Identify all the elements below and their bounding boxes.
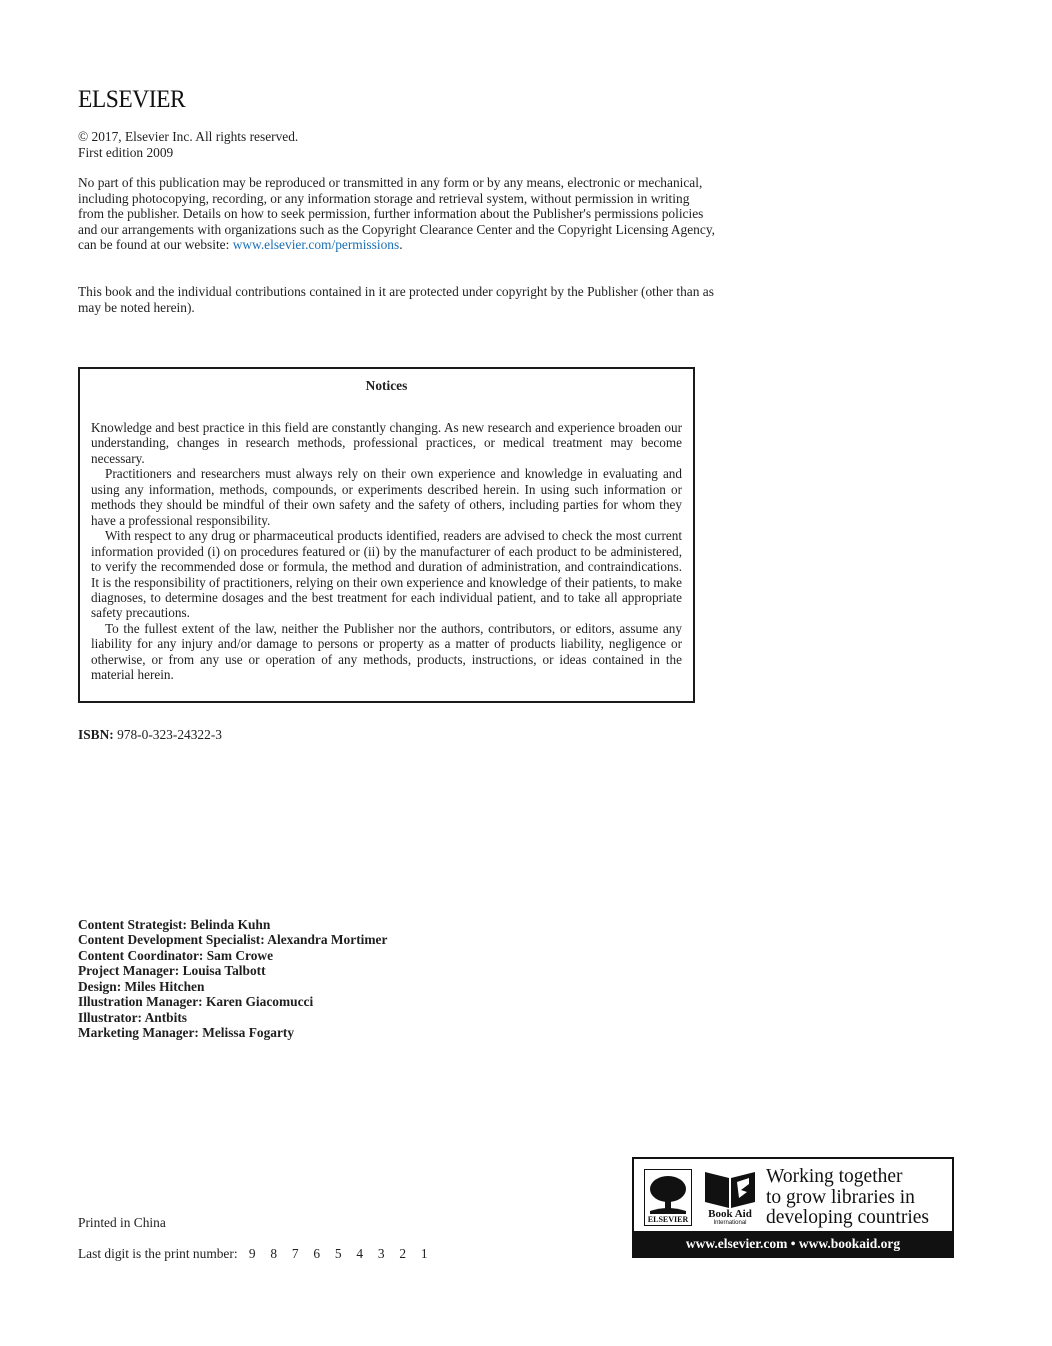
print-digit: 9 (248, 1246, 256, 1261)
elsevier-logo-wordmark: ELSEVIER (78, 86, 186, 113)
book-aid-label: Book Aid (708, 1208, 752, 1220)
notice-paragraph: To the fullest extent of the law, neither the Publisher nor the authors, contributors, or editors, assume any liability for any injury and/or damage to persons or property as a matter of products liability, negligence or otherwise, or from any use or operation of any methods, products, instructions, or ideas contained in the material herein. (91, 620, 682, 683)
credits-list (78, 917, 387, 1041)
print-digit: 8 (270, 1246, 278, 1261)
notices-body (91, 420, 682, 683)
book-aid-logo-icon (701, 1168, 759, 1226)
book-aid-banner (632, 1157, 954, 1258)
permissions-link[interactable]: www.elsevier.com/permissions (232, 237, 400, 252)
permissions-end: . (399, 237, 403, 252)
slogan-line: developing countries (766, 1207, 929, 1228)
print-digit: 6 (313, 1246, 321, 1261)
credit-line: Illustrator: Antbits (78, 1009, 187, 1025)
book-aid-sublabel: International (713, 1220, 747, 1226)
credit-line: Marketing Manager: Melissa Fogarty (78, 1025, 295, 1041)
isbn-line (78, 727, 222, 743)
copyright-block (78, 129, 718, 160)
credit-line: Design: Miles Hitchen (78, 978, 205, 994)
print-digit: 5 (334, 1246, 342, 1261)
protection-paragraph: This book and the individual contributions contained in it are protected under copyright by the Publisher (other than as may be noted herein). (78, 284, 714, 315)
credit-line: Content Development Specialist: Alexandra Mortimer (78, 932, 388, 948)
print-digit: 3 (377, 1246, 385, 1261)
print-digit: 2 (399, 1246, 407, 1261)
print-digit: 7 (291, 1246, 299, 1261)
book-aid-footer: www.elsevier.com • www.bookaid.org (634, 1231, 952, 1256)
print-digit: 1 (420, 1246, 428, 1261)
elsevier-tree-icon (644, 1169, 692, 1226)
print-number-line (78, 1246, 442, 1262)
book-aid-slogan (766, 1167, 929, 1229)
slogan-line: Working together (766, 1166, 903, 1187)
printed-in: Printed in China (78, 1215, 166, 1230)
edition-line: First edition 2009 (78, 144, 174, 160)
elsevier-small-label: ELSEVIER (647, 1215, 689, 1224)
copyright-line: © 2017, Elsevier Inc. All rights reserved. (78, 129, 299, 144)
slogan-line: to grow libraries in (766, 1186, 915, 1208)
permissions-text: No part of this publication may be reproduced or transmitted in any form or by any means, electronic or mechanical, including photocopying, recording, or any information storage and retrieval system, without permission in writing from the publisher. Details on how to seek permission, further information about the Publisher's permissions policies and our arrangements with organizations such as the Copyright Clearance Center and the Copyright Licensing Agency, can be found at our website: (78, 175, 715, 252)
permissions-paragraph (78, 175, 718, 253)
credit-line: Content Coordinator: Sam Crowe (78, 947, 274, 963)
notice-paragraph: Practitioners and researchers must always rely on their own experience and knowledge in evaluating and using any information, methods, compounds, or experiments described herein. In using such information or methods they should be mindful of their own safety and the safety of others, including parties for whom they have a professional responsibility. (91, 466, 682, 528)
notices-title: Notices (365, 378, 408, 393)
notices-box (78, 367, 695, 703)
notice-paragraph: With respect to any drug or pharmaceutical products identified, readers are advised to check the most current information provided (i) on procedures featured or (ii) by the manufacturer of each product to be administered, to verify the recommended dose or formula, the method and duration of administration, and contraindications. It is the responsibility of practitioners, relying on their own experience and knowledge of their patients, to make diagnoses, to determine dosages and the best treatment for each individual patient, and to take all appropriate safety precautions. (91, 528, 682, 621)
notice-paragraph: Knowledge and best practice in this field are constantly changing. As new research and experience broaden our understanding, changes in research methods, professional practices, or medical treatment may become necessary. (91, 420, 682, 466)
print-number-label: Last digit is the print number: (78, 1246, 238, 1261)
print-digit: 4 (356, 1246, 364, 1261)
print-number-digits (249, 1246, 443, 1261)
isbn-label: ISBN: (78, 727, 114, 742)
isbn-value: 978-0-323-24322-3 (117, 727, 222, 742)
credit-line: Illustration Manager: Karen Giacomucci (78, 994, 314, 1010)
credit-line: Content Strategist: Belinda Kuhn (78, 917, 271, 932)
credit-line: Project Manager: Louisa Talbott (78, 963, 266, 979)
